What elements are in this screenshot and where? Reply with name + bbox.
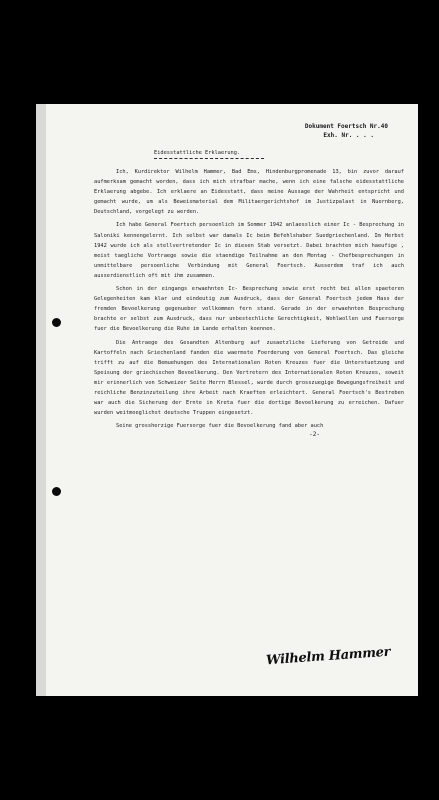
document-title: Eidesstattliche Erklaerung. (154, 148, 264, 159)
handwritten-signature: Wilhelm Hammer (265, 644, 391, 669)
page-mark: -2- (309, 431, 320, 439)
paragraph-3: Schon in der eingangs erwaehnten Ic- Besprechung sowie erst recht bei allen spaeteren Gelegenheiten kam klar und eindeutig zum Ausdruck, dass der General Foertsch jedem Hass der fremden Bevoelkerung gegenueber vollkommen fern stand. Gerade in der erwaehnten Besprechung brachte er selbst zum Ausdruck, dass nur unbestechliche Gerechtigkeit, Wohlwollen und Fuersorge fuer die Bevoelkerung die Ruhe im Lande erhalten koennen. (94, 286, 408, 333)
punch-hole-top (52, 318, 61, 327)
document-page (36, 104, 418, 696)
paragraph-1: Ich, Kurdirektor Wilhelm Hammer, Bad Ems, Hindenburgpromenade 13, bin zuvor darauf aufmerksam gemacht worden, dass ich mich strafbar mache, wenn ich eine falsche eidesstattliche Erklaerung abgebe. Ich erklaere an Eidesstatt, dass meine Aussage der Wahrheit entspricht und gemacht wurde, um als Beweismaterial dem Militaergerichtshof im Justizpalast in Nuernberg, Deutschland, vorgelegt zu werden. (94, 169, 408, 216)
exhibit-number: Exh. Nr. . . . (323, 132, 374, 139)
paragraph-2: Ich habe General Foertsch persoenlich im Sommer 1942 anlaesslich einer Ic - Besprechung in Saloniki kennengelernt. Ich selbst war damals Ic beim Befehlshaber Suedgriechenland. Im Herbst 1942 wurde ich als stellvertretender Ic in diesen Stab versetzt. Dabei brachten mich haeufige , meist taegliche Vortraege sowie die staendige Teilnahme an den Montag - Chefbesprechungen in unmittelbare persoenliche Verbindung mit General Foertsch. Ausserdem traf ich auch ausserdienstlich oft mit ihm zusammen. (94, 222, 408, 279)
paragraph-4: Die Antraege des Gesandten Altenburg auf zusaetzliche Lieferung von Getreide und Kartoffeln nach Griechenland fanden die waermste Foerderung von General Foertsch. Das gleiche trifft zu auf die Bemuehungen des Internationalen Roten Kreuzes fuer die Unterstuetzung und Speisung der griechischen Bevoelkerung. Den Vertretern des Internationalen Roten Kreuzes, soweit mir erinnerlich von Schweizer Seite Herrn Blessel, wurde durch grosszuegige Bewegungsfreiheit und reichliche Benzinzuteilung ihre Arbeit nach Kraeften erleichtert. General Foertsch's Bestreben war auch die Sicherung der Ernte in Kreta fuer die dortige Bevoelkerung zu erreichen. Dafuer wurden weitmoeglichst deutsche Truppen eingesetzt. (94, 339, 408, 417)
punch-hole-bottom (52, 487, 61, 496)
closing-line: Seine grossherzige Fuersorge fuer die Bevoelkerung fand aber auch (116, 423, 324, 430)
document-number: Dokument Foertsch Nr.40 (304, 123, 388, 130)
